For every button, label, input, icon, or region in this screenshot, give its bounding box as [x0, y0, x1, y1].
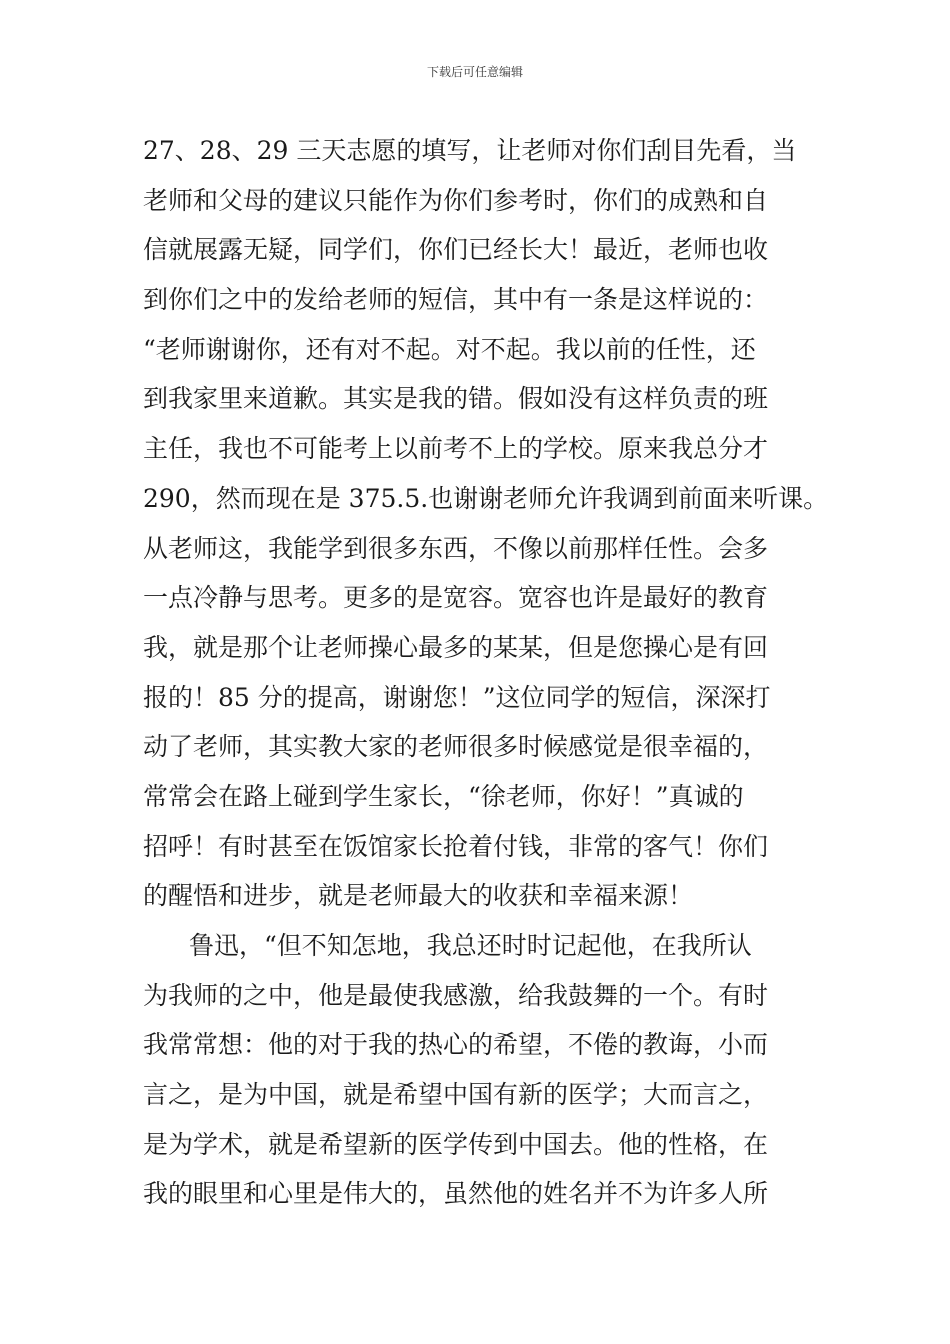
text-line: 是为学术，就是希望新的医学传到中国去。他的性格，在 — [143, 1129, 769, 1159]
text-line: 报的！85 分的提高，谢谢您！”这位同学的短信，深深打 — [143, 682, 771, 712]
text-line: 到我家里来道歉。其实是我的错。假如没有这样负责的班 — [143, 384, 769, 414]
text-line: 的醒悟和进步，就是老师最大的收获和幸福来源！ — [143, 881, 694, 911]
text-line: 招呼！有时甚至在饭馆家长抢着付钱，非常的客气！你们 — [143, 831, 769, 861]
text-line: 动了老师，其实教大家的老师很多时候感觉是很幸福的， — [143, 732, 769, 762]
text-line: “老师谢谢你，还有对不起。对不起。我以前的任性，还 — [143, 334, 756, 364]
document-body — [143, 126, 843, 1219]
page-header: 下载后可任意编辑 — [426, 65, 523, 79]
text-line: 为我师的之中，他是最使我感激，给我鼓舞的一个。有时 — [143, 980, 769, 1010]
paragraph-start-line: 鲁迅，“但不知怎地，我总还时时记起他，在我所认 — [189, 931, 752, 960]
text-line: 290，然而现在是 375.5.也谢谢老师允许我调到前面来听课。 — [143, 483, 829, 513]
text-line: 一点冷静与思考。更多的是宽容。宽容也许是最好的教育 — [143, 583, 769, 613]
text-line: 我的眼里和心里是伟大的，虽然他的姓名并不为许多人所 — [143, 1179, 769, 1209]
text-line: 主任，我也不可能考上以前考不上的学校。原来我总分才 — [143, 434, 769, 464]
text-line: 常常会在路上碰到学生家长，“徐老师，你好！”真诚的 — [143, 781, 744, 811]
text-line: 27、28、29 三天志愿的填写，让老师对你们刮目先看，当 — [143, 136, 797, 165]
text-line: 从老师这，我能学到很多东西，不像以前那样任性。会多 — [143, 533, 769, 563]
text-line: 老师和父母的建议只能作为你们参考时，你们的成熟和自 — [143, 185, 769, 215]
text-line: 言之，是为中国，就是希望中国有新的医学；大而言之， — [143, 1080, 769, 1110]
text-line: 我常常想：他的对于我的热心的希望，不倦的教诲，小而 — [143, 1030, 769, 1060]
text-line: 到你们之中的发给老师的短信，其中有一条是这样说的： — [143, 285, 769, 315]
text-line: 信就展露无疑，同学们，你们已经长大！最近，老师也收 — [143, 235, 769, 265]
text-line: 我，就是那个让老师操心最多的某某，但是您操心是有回 — [143, 632, 769, 662]
